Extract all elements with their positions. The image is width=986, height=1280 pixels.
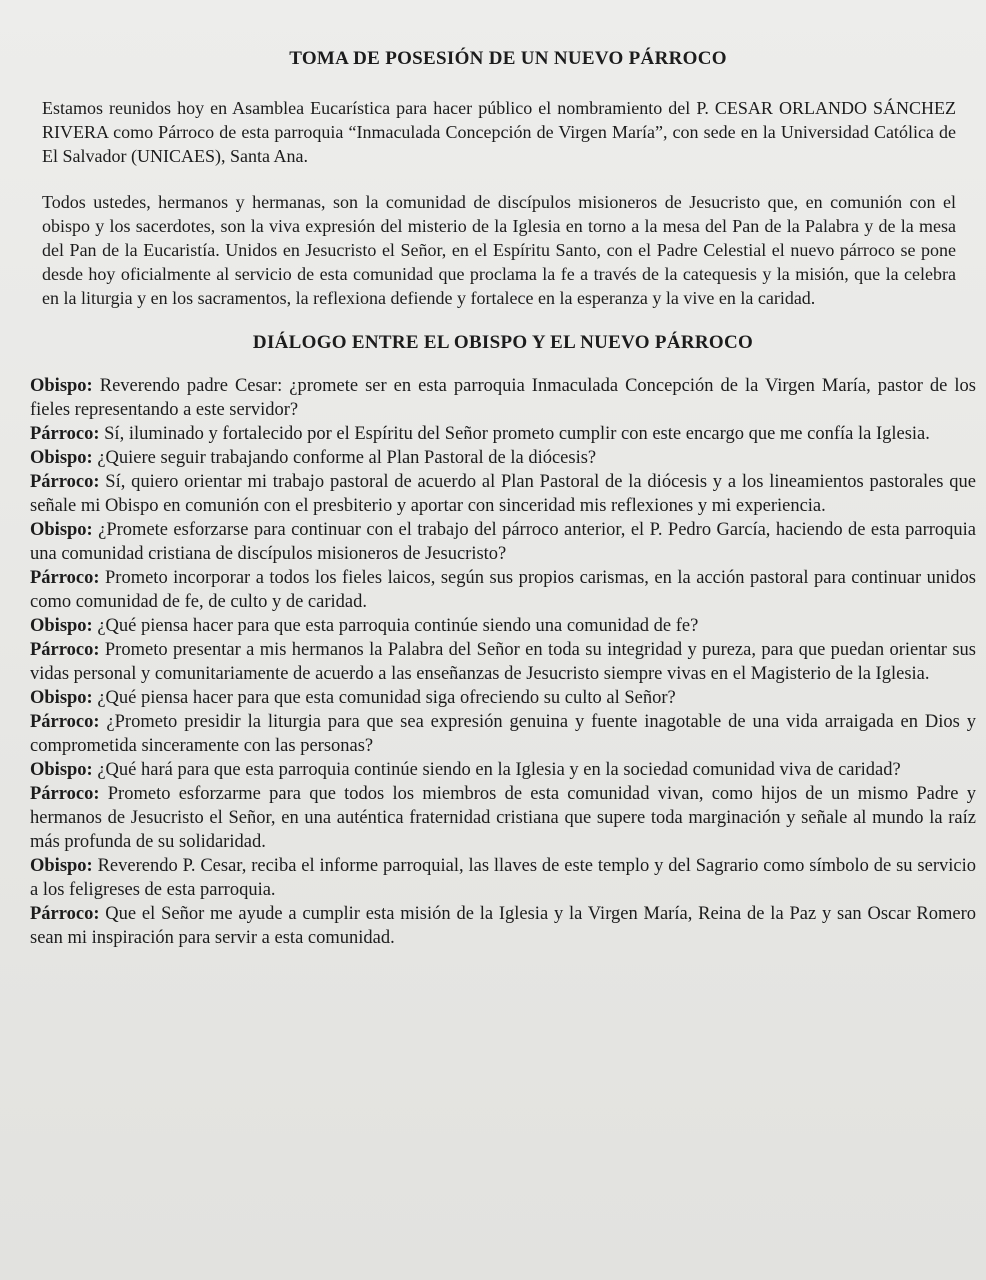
dialogue-turn — [30, 518, 976, 566]
dialogue-heading: DIÁLOGO ENTRE EL OBISPO Y EL NUEVO PÁRROCO — [252, 332, 754, 353]
dialogue-text: ¿Promete esforzarse para continuar con el trabajo del párroco anterior, el P. Pedro García, haciendo de esta parroquia una comunidad cristiana de discípulos misioneros de Jesucristo? — [30, 520, 976, 564]
dialogue-text: ¿Quiere seguir trabajando conforme al Plan Pastoral de la diócesis? — [92, 448, 597, 468]
speaker-label: Párroco: — [30, 424, 100, 444]
speaker-label: Párroco: — [30, 568, 100, 588]
dialogue-turn — [30, 374, 976, 422]
dialogue-text: Reverendo P. Cesar, reciba el informe parroquial, las llaves de este templo y del Sagrario como símbolo de su servicio a los feligreses de esta parroquia. — [30, 856, 976, 900]
dialogue-text: Reverendo padre Cesar: ¿promete ser en esta parroquia Inmaculada Concepción de la Virgen María, pastor de los fieles representando a este servidor? — [30, 376, 976, 420]
document-title: TOMA DE POSESIÓN DE UN NUEVO PÁRROCO — [289, 48, 727, 69]
dialogue-turn — [30, 638, 976, 686]
speaker-label: Párroco: — [30, 784, 100, 804]
dialogue-turn — [30, 422, 976, 446]
dialogue-text: Sí, quiero orientar mi trabajo pastoral de acuerdo al Plan Pastoral de la diócesis y a los lineamientos pastorales que señale mi Obispo en comunión con el presbiterio y aportar con sinceridad mis reflexiones y mi experiencia. — [30, 472, 976, 516]
dialogue-text: Que el Señor me ayude a cumplir esta misión de la Iglesia y la Virgen María, Reina de la Paz y san Oscar Romero sean mi inspiración para servir a esta comunidad. — [30, 904, 976, 948]
dialogue-turn — [30, 710, 976, 758]
dialogue-turn — [30, 782, 976, 854]
dialogue-text: Prometo presentar a mis hermanos la Palabra del Señor en toda su integridad y pureza, para que puedan orientar sus vidas personal y comunitariamente de acuerdo a las enseñanzas de Jesucristo siempre vivas en el Magisterio de la Iglesia. — [30, 640, 976, 684]
dialogue-turn — [30, 446, 976, 470]
dialogue-text: Prometo incorporar a todos los fieles laicos, según sus propios carismas, en la acción pastoral para continuar unidos como comunidad de fe, de culto y de caridad. — [30, 568, 976, 612]
speaker-label: Obispo: — [30, 376, 93, 396]
speaker-label: Obispo: — [30, 448, 93, 468]
dialogue-text: ¿Prometo presidir la liturgia para que sea expresión genuina y fuente inagotable de una vida arraigada en Dios y comprometida sinceramente con las personas? — [30, 712, 976, 756]
dialogue-text: Prometo esforzarme para que todos los miembros de esta comunidad vivan, como hijos de un mismo Padre y hermanos de Jesucristo el Señor, en una auténtica fraternidad cristiana que supere toda marginación y señale al mundo la raíz más profunda de su solidaridad. — [30, 784, 976, 852]
speaker-label: Párroco: — [30, 472, 100, 492]
dialogue-text: Sí, iluminado y fortalecido por el Espíritu del Señor prometo cumplir con este encargo que me confía la Iglesia. — [99, 424, 930, 444]
speaker-label: Obispo: — [30, 856, 93, 876]
speaker-label: Obispo: — [30, 688, 93, 708]
speaker-label: Obispo: — [30, 760, 93, 780]
dialogue-section — [30, 374, 976, 950]
speaker-label: Obispo: — [30, 616, 93, 636]
speaker-label: Párroco: — [30, 640, 100, 660]
speaker-label: Párroco: — [30, 712, 100, 732]
dialogue-text: ¿Qué piensa hacer para que esta comunidad siga ofreciendo su culto al Señor? — [92, 688, 676, 708]
dialogue-turn — [30, 566, 976, 614]
dialogue-turn — [30, 854, 976, 902]
speaker-label: Párroco: — [30, 904, 100, 924]
dialogue-turn — [30, 758, 976, 782]
dialogue-turn — [30, 470, 976, 518]
dialogue-turn — [30, 686, 976, 710]
dialogue-turn — [30, 902, 976, 950]
speaker-label: Obispo: — [30, 520, 93, 540]
dialogue-text: ¿Qué piensa hacer para que esta parroquia continúe siendo una comunidad de fe? — [92, 616, 699, 636]
dialogue-turn — [30, 614, 976, 638]
intro-paragraph-1: Estamos reunidos hoy en Asamblea Eucarística para hacer público el nombramiento del P. CESAR ORLANDO SÁNCHEZ RIVERA como Párroco de esta parroquia “Inmaculada Concepción de Virgen María”, con sede en la Universidad Católica de El Salvador (UNICAES), Santa Ana. — [42, 98, 956, 166]
dialogue-text: ¿Qué hará para que esta parroquia continúe siendo en la Iglesia y en la sociedad comunidad viva de caridad? — [92, 760, 901, 780]
intro-paragraph-2: Todos ustedes, hermanos y hermanas, son la comunidad de discípulos misioneros de Jesucristo que, en comunión con el obispo y los sacerdotes, son la viva expresión del misterio de la Iglesia en torno a la mesa del Pan de la Palabra y de la mesa del Pan de la Eucaristía. Unidos en Jesucristo el Señor, en el Espíritu Santo, con el Padre Celestial el nuevo párroco se pone desde hoy oficialmente al servicio de esta comunidad que proclama la fe a través de la catequesis y la misión, que la celebra en la liturgia y en los sacramentos, la reflexiona defiende y fortalece en la esperanza y la vive en la caridad. — [42, 192, 956, 308]
